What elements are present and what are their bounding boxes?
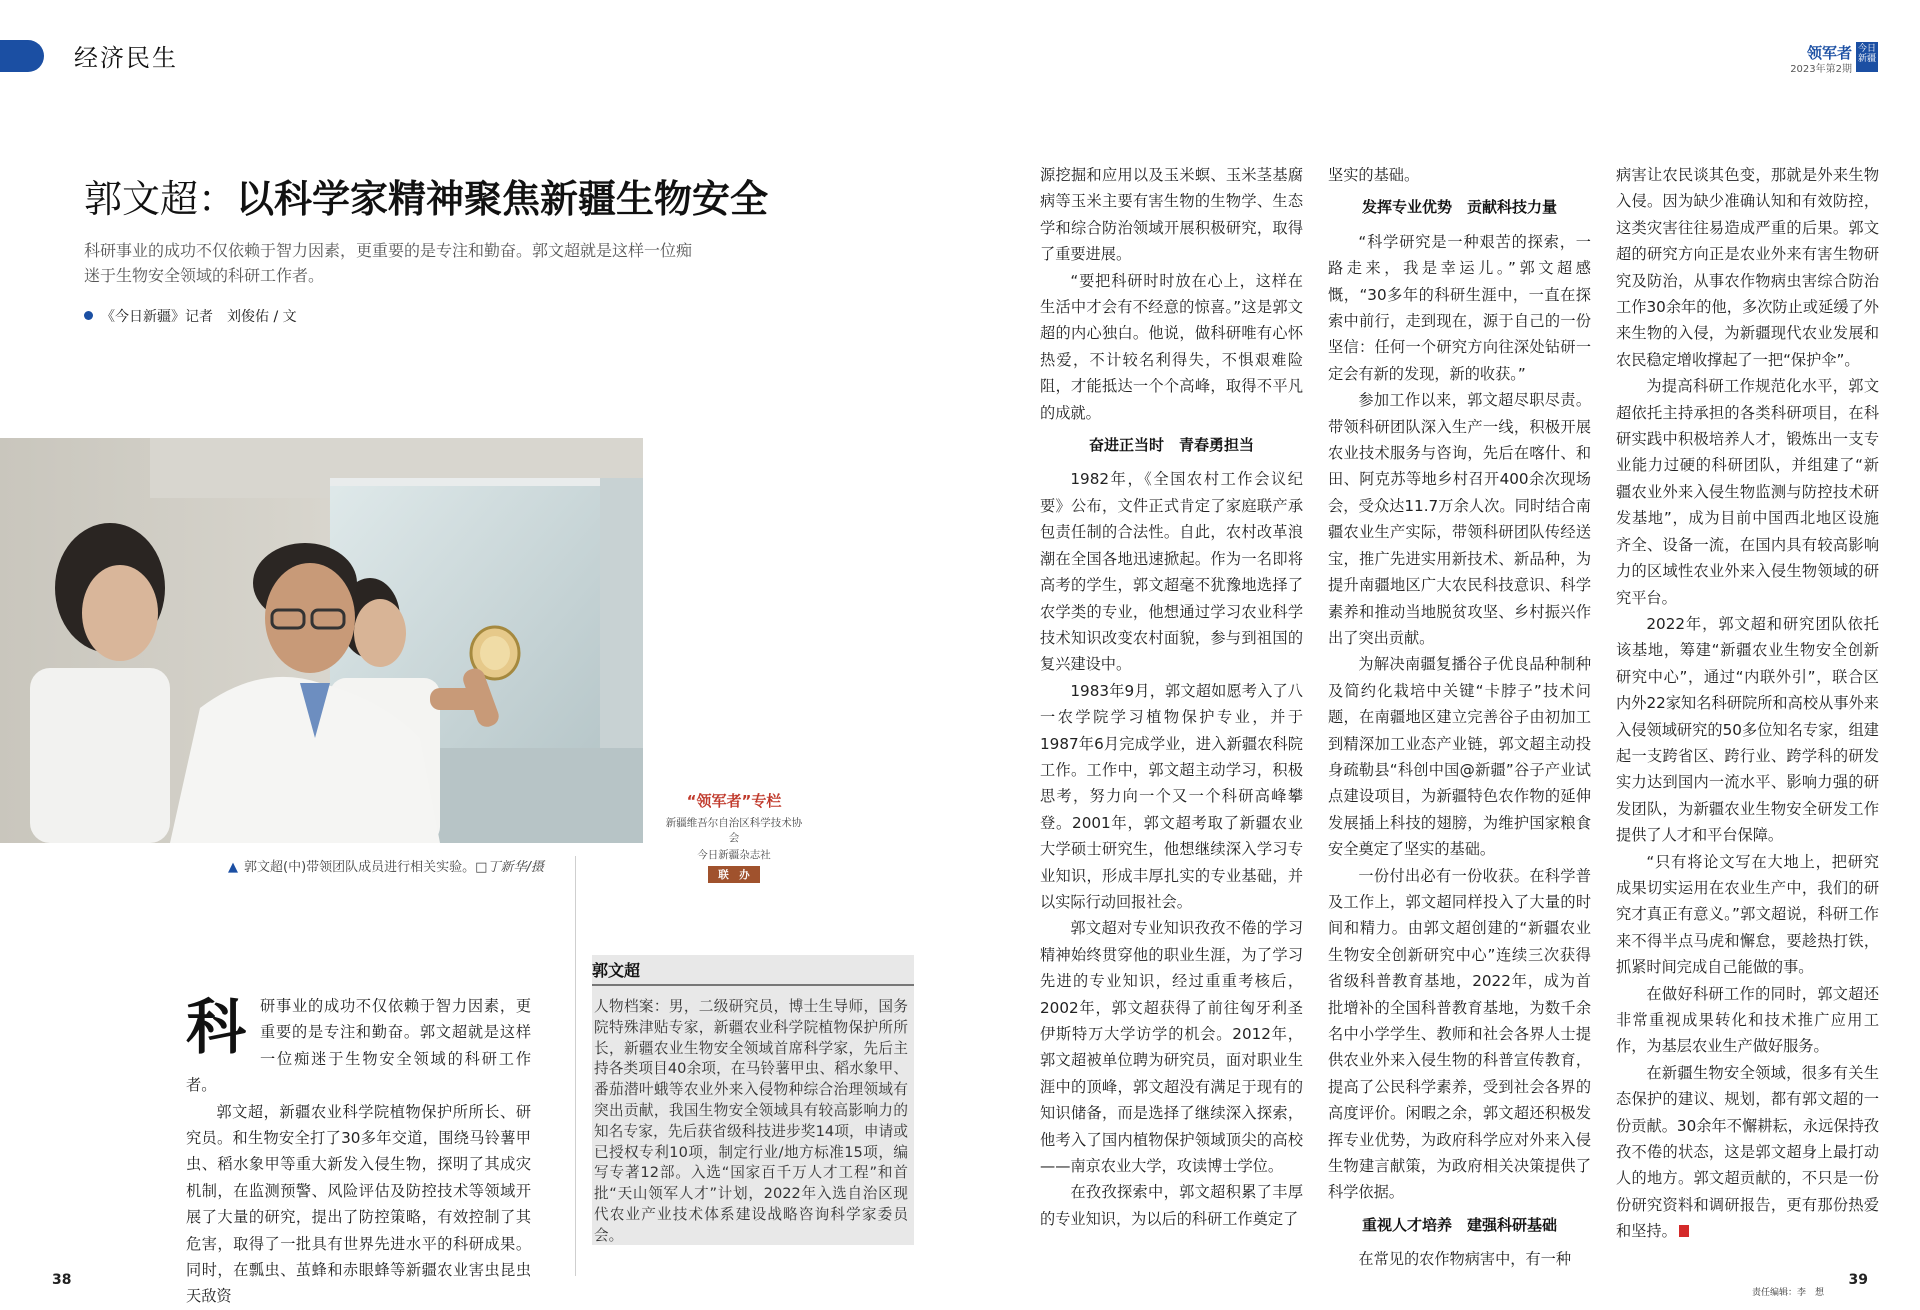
- paragraph: 在孜孜探索中，郭文超积累了丰厚的专业知识，为以后的科研工作奠定了: [1040, 1183, 1303, 1228]
- drop-cap: 科: [186, 993, 246, 1063]
- paragraph: 为提高科研工作规范化水平，郭文超依托主持承担的各类科研项目，在科研实践中积极培养人才，锻炼出一支专业能力过硬的科研团队，并组建了“新疆农业外来入侵生物监测与防控技术研发基地”，成为目前中国西北地区设施齐全、设备一流，在国内具有较高影响力的区域性农业外来入侵生物领域的研究平台。: [1616, 377, 1879, 607]
- paragraph: 郭文超对专业知识孜孜不倦的学习精神始终贯穿他的职业生涯，为了学习先进的专业知识，经过重重考核后，2002年，郭文超获得了前往匈牙利圣伊斯特万大学访学的机会。2012年，郭文超被单位聘为研究员，面对职业生涯中的顶峰，郭文超没有满足于现有的知识储备，而是选择了继续深入探索，他考入了国内植物保护领域顶尖的高校——南京农业大学，攻读博士学位。: [1040, 919, 1303, 1176]
- caption-triangle-icon: ▲: [228, 860, 238, 875]
- subheading: 奋进正当时 青春勇担当: [1088, 436, 1254, 455]
- paragraph: 1983年9月，郭文超如愿考入了八一农学院学习植物保护专业，并于1987年6月完成学业，进入新疆农科院工作。工作中，郭文超主动学习，积极思考，努力向一个又一个科研高峰攀登。2001年，郭文超考取了新疆农业大学硕士研究生，他想继续深入学习专业知识，形成丰厚扎实的专业基础，并以实际行动回报社会。: [1040, 681, 1303, 911]
- column-1: [186, 993, 531, 1310]
- paragraph: 1982年，《全国农村工作会议纪要》公布，文件正式肯定了家庭联产承包责任制的合法性。自此，农村改革浪潮在全国各地迅速掀起。作为一名即将高考的学生，郭文超毫不犹豫地选择了农学类的专业，他想通过学习农业科学技术知识改变农村面貌，参与到祖国的复兴建设中。: [1040, 470, 1303, 674]
- paragraph-final: [1616, 1060, 1879, 1245]
- sponsor-org-2: 今日新疆杂志社: [697, 849, 771, 861]
- lab-photo: [0, 438, 643, 843]
- paragraph: 病害让农民谈其色变，那就是外来生物入侵。因为缺少准确认知和有效防控，这类灾害往往易造成严重的后果。郭文超的研究方向正是农业外来有害生物研究及防治，从事农作物病虫害综合防治工作30余年的他，多次防止或延缓了外来生物的入侵，为新疆现代农业发展和农民稳定增收撑起了一把“保护伞”。: [1616, 166, 1879, 369]
- editor-credit: 责任编辑：李 想: [1751, 1288, 1824, 1298]
- column-4: [1328, 162, 1591, 1273]
- profile-name: 郭文超: [592, 961, 641, 980]
- caption-text: 郭文超(中)带领团队成员进行相关实验。: [244, 860, 476, 875]
- column-5: [1616, 162, 1879, 1245]
- section-tab-marker: [0, 40, 44, 72]
- final-paragraph-text: 在新疆生物安全领域，很多有关生态保护的建议、规划，都有郭文超的一份贡献。30余年不懈耕耘，永远保持孜孜不倦的状态，这是郭文超身上最打动人的地方。郭文超贡献的，不只是一份份研究资料和调研报告，更有那份热爱和坚持。: [1616, 1063, 1879, 1241]
- page-number-left: 38: [52, 1272, 72, 1288]
- sponsor-org-1: 新疆维吾尔自治区科学技术协会: [665, 817, 803, 844]
- section-title: 经济民生: [74, 44, 178, 72]
- magazine-issue: 2023年第2期: [1790, 64, 1852, 75]
- page-number-right: 39: [1848, 1272, 1868, 1288]
- sponsor-box: [664, 790, 804, 883]
- paragraph: 在做好科研工作的同时，郭文超还非常重视成果转化和技术推广应用工作，为基层农业生产做好服务。: [1616, 984, 1879, 1056]
- magazine-brand: 领军者: [1806, 44, 1852, 62]
- paragraph: 源挖掘和应用以及玉米螟、玉米茎基腐病等玉米主要有害生物的生物学、生态学和综合防治领域开展积极研究，取得了重要进展。: [1040, 166, 1303, 264]
- profile-divider: [592, 984, 914, 986]
- paragraph: 为解决南疆复播谷子优良品种制种及简约化栽培中关键“卡脖子”技术问题，在南疆地区建立完善谷子由初加工到精深加工业态产业链，郭文超主动投身疏勒县“科创中国@新疆”谷子产业试点建设项目，为新疆特色农作物的延伸发展插上科技的翅膀，为维护国家粮食安全奠定了坚实的基础。: [1328, 655, 1591, 859]
- paragraph: 2022年，郭文超和研究团队依托该基地，筹建“新疆农业生物安全创新研究中心”，通过“内联外引”，联合区内外22家知名科研院所和高校从事外来入侵领域研究的50多位知名专家，组建起一支跨省区、跨行业、跨学科的研发实力达到国内一流水平、影响力强的研发团队，为新疆农业生物安全研发工作提供了人才和平台保障。: [1616, 614, 1879, 845]
- paragraph: 研事业的成功不仅依赖于智力因素，更重要的是专注和勤奋。郭文超就是这样一位痴迷于生物安全领域的科研工作者。: [186, 997, 531, 1095]
- paragraph: 一份付出必有一份收获。在科学普及工作上，郭文超同样投入了大量的时间和精力。由郭文超创建的“新疆农业生物安全创新研究中心”连续三次获得省级科普教育基地，2022年，成为首批增补的全国科普教育基地，为数千余名中小学学生、教师和社会各界人士提供农业外来入侵生物的科普宣传教育，提高了公民科学素养，受到社会各界的高度评价。闲暇之余，郭文超还积极发挥专业优势，为政府科学应对外来入侵生物建言献策，为政府相关决策提供了科学依据。: [1328, 866, 1591, 1202]
- byline-text: 《今日新疆》记者 刘俊佑 / 文: [101, 309, 297, 325]
- column-3: [1040, 162, 1303, 1232]
- column-divider: [575, 856, 576, 1276]
- article-headline: [84, 168, 768, 223]
- subheading: 发挥专业优势 贡献科技力量: [1361, 198, 1557, 217]
- sponsor-joint-label: 联 办: [708, 866, 760, 883]
- paragraph: “科学研究是一种艰苦的探索，一路走来，我是幸运儿。”郭文超感慨，“30多年的科研生涯中，一直在探索中前行，走到现在，源于自己的一份坚信：任何一个研究方向往深处钻研一定会有新的发现，新的收获。”: [1328, 232, 1591, 383]
- paragraph: 在常见的农作物病害中，有一种: [1358, 1250, 1572, 1269]
- headline-name: 郭文超：: [84, 177, 237, 221]
- lab-photo-illustration: [0, 438, 643, 843]
- profile-text: 人物档案：男，二级研究员，博士生导师，国务院特殊津贴专家，新疆农业科学院植物保护所所长，新疆农业生物安全领域首席科学家，先后主持各类项目40余项，在马铃薯甲虫、稻水象甲、番茄潜叶蛾等农业外来入侵物种综合治理领域有突出贡献，我国生物安全领域具有较高影响力的知名专家，先后获省级科技进步奖14项，申请或已授权专利10项，制定行业/地方标准15项，编写专著12部。入选“国家百千万人才工程”和首批“天山领军人才”计划，2022年入选自治区现代农业产业技术体系建设战略咨询科学家委员会。: [594, 998, 908, 1244]
- paragraph: 郭文超，新疆农业科学院植物保护所所长、研究员。和生物安全打了30多年交道，围绕马铃薯甲虫、稻水象甲等重大新发入侵生物，探明了其成灾机制，在监测预警、风险评估及防控技术等领域开展了大量的研究，提出了防控策略，有效控制了其危害，取得了一批具有世界先进水平的科研成果。同时，在瓢虫、茧蜂和赤眼蜂等新疆农业害虫昆虫天敌资: [186, 1102, 531, 1306]
- sponsor-title: “领军者”专栏: [686, 792, 782, 810]
- byline-dot-icon: [84, 311, 93, 320]
- end-mark-icon: [1679, 1225, 1689, 1237]
- paragraph: 参加工作以来，郭文超尽职尽责。带领科研团队深入生产一线，积极开展农业技术服务与咨询，先后在喀什、和田、阿克苏等地乡村召开400余次现场会，受众达11.7万余人次。同时结合南疆农业生产实际，带领科研团队传经送宝，推广先进实用新技术、新品种，为提升南疆地区广大农民科技意识、科学素养和推动当地脱贫攻坚、乡村振兴作出了突出贡献。: [1328, 391, 1591, 647]
- photo-caption: [228, 856, 544, 875]
- headline-main: 以科学家精神聚焦新疆生物安全: [236, 177, 769, 221]
- article-lead: 科研事业的成功不仅依赖于智力因素，更重要的是专注和勤奋。郭文超就是这样一位痴迷于生物安全领域的科研工作者。: [84, 241, 693, 285]
- caption-credit: □丁新华/摄: [475, 860, 544, 875]
- paragraph: “要把科研时时放在心上，这样在生活中才会有不经意的惊喜。”这是郭文超的内心独白。他说，做科研唯有心怀热爱，不计较名利得失，不惧艰难险阻，才能抵达一个个高峰，取得不平凡的成就。: [1040, 271, 1303, 422]
- paragraph: “只有将论文写在大地上，把研究成果切实运用在农业生产中，我们的研究才真正有意义。”郭文超说，科研工作来不得半点马虎和懈怠，要趁热打铁，抓紧时间完成自己能做的事。: [1616, 852, 1879, 977]
- magazine-logo: 今日新疆: [1856, 42, 1878, 72]
- subheading: 重视人才培养 建强科研基础: [1361, 1215, 1557, 1234]
- byline: [84, 306, 297, 326]
- paragraph: 坚实的基础。: [1328, 166, 1420, 184]
